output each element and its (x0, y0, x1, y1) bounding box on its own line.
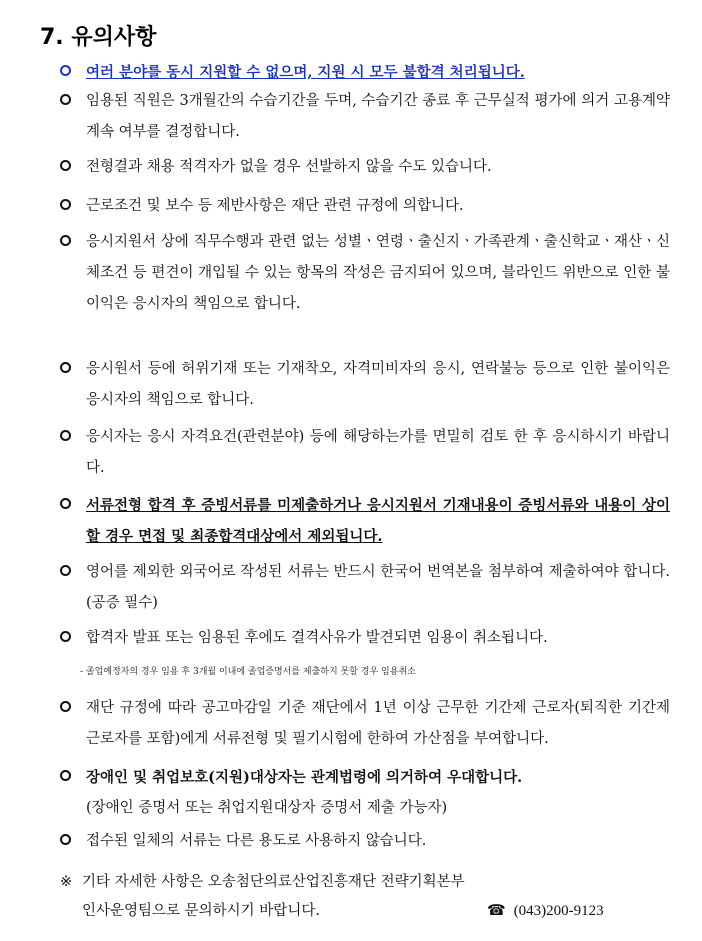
notice-text: 응시원서 등에 허위기재 또는 기재착오, 자격미비자의 응시, 연락불능 등으로 인한 불이익은 응시자의 책임으로 합니다. (86, 361, 670, 408)
notice-item-9 (60, 557, 670, 619)
notice-item-12-subnote (60, 793, 670, 824)
circle-bullet-icon (60, 770, 71, 781)
circle-bullet-icon (60, 834, 71, 845)
notice-item-8 (60, 490, 670, 552)
notice-text: 재단 규정에 따라 공고마감일 기준 재단에서 1년 이상 근무한 기간제 근로자(퇴직한 기간제 근로자를 포함)에게 서류전형 및 필기시험에 한하여 가산점을 부여합니다. (86, 700, 670, 747)
notice-item-5 (60, 227, 670, 320)
notice-text: 응시자는 응시 자격요건(관련분야) 등에 해당하는가를 면밀히 검토 한 후 응시하시기 바랍니다. (86, 429, 670, 476)
notice-text: 전형결과 채용 적격자가 없을 경우 선발하지 않을 수도 있습니다. (86, 159, 492, 175)
notice-text: 임용된 직원은 3개월간의 수습기간을 두며, 수습기간 종료 후 근무실적 평가에 의거 고용계약 계속 여부를 결정합니다. (86, 93, 670, 140)
notice-item-12 (60, 762, 670, 793)
notice-item-7 (60, 422, 670, 484)
circle-bullet-icon (60, 235, 71, 246)
notice-text: 접수된 일체의 서류는 다른 용도로 사용하지 않습니다. (86, 833, 427, 849)
notice-item-6 (60, 354, 670, 416)
circle-bullet-icon (60, 701, 71, 712)
circle-bullet-icon (60, 160, 71, 171)
notice-text: 근로조건 및 보수 등 제반사항은 재단 관련 규정에 의합니다. (86, 198, 464, 214)
footer-line-1: 기타 자세한 사항은 오송첨단의료산업진흥재단 전략기획본부 (82, 874, 465, 890)
phone-icon: ☎ (487, 903, 506, 919)
notice-text: 서류전형 합격 후 증빙서류를 미제출하거나 응시지원서 기재내용이 증빙서류와 내용이 상이할 경우 면접 및 최종합격대상에서 제외됩니다. (86, 497, 670, 545)
circle-bullet-icon (60, 65, 71, 76)
notice-item-13 (60, 826, 670, 857)
circle-bullet-icon (60, 199, 71, 210)
notice-text: 응시지원서 상에 직무수행과 관련 없는 성별ㆍ연령ㆍ출신지ㆍ가족관계ㆍ출신학교ㆍ재산ㆍ신체조건 등 편견이 개입될 수 있는 항목의 작성은 금지되어 있으며, 블라인드 위반으로 인한 불이익은 응시자의 책임으로 합니다. (86, 234, 670, 312)
circle-bullet-icon (60, 94, 71, 105)
notice-item-3 (60, 152, 670, 183)
notice-text: 여러 분야를 동시 지원할 수 없으며, 지원 시 모두 불합격 처리됩니다. (86, 64, 525, 81)
section-title: 7. 유의사항 (40, 25, 157, 50)
notice-item-1 (60, 57, 670, 88)
footer-line-2: 인사운영팀으로 문의하시기 바랍니다. (82, 903, 320, 919)
circle-bullet-icon (60, 631, 71, 642)
circle-bullet-icon (60, 498, 71, 509)
phone-contact (487, 897, 604, 926)
circle-bullet-icon (60, 565, 71, 576)
graduation-note: - 졸업예정자의 경우 임용 후 3개월 이내에 졸업증명서를 제출하지 못할 경우 임용취소 (80, 667, 416, 677)
notice-text: 영어를 제외한 외국어로 작성된 서류는 반드시 한국어 번역본을 첨부하여 제출하여야 합니다.(공증 필수) (86, 564, 670, 611)
notice-item-10 (60, 623, 670, 654)
notice-item-4 (60, 191, 670, 222)
notice-subtext: (장애인 증명서 또는 취업지원대상자 증명서 제출 가능자) (86, 800, 448, 816)
notice-item-11 (60, 693, 670, 755)
notice-item-2 (60, 86, 670, 148)
phone-number: (043)200-9123 (513, 903, 604, 919)
circle-bullet-icon (60, 430, 71, 441)
circle-bullet-icon (60, 362, 71, 373)
reference-mark: ※ (60, 874, 73, 890)
notice-text: 합격자 발표 또는 임용된 후에도 결격사유가 발견되면 임용이 취소됩니다. (86, 630, 548, 646)
contact-footer (60, 868, 670, 926)
notice-text: 장애인 및 취업보호(지원)대상자는 관계법령에 의거하여 우대합니다. (86, 769, 523, 786)
